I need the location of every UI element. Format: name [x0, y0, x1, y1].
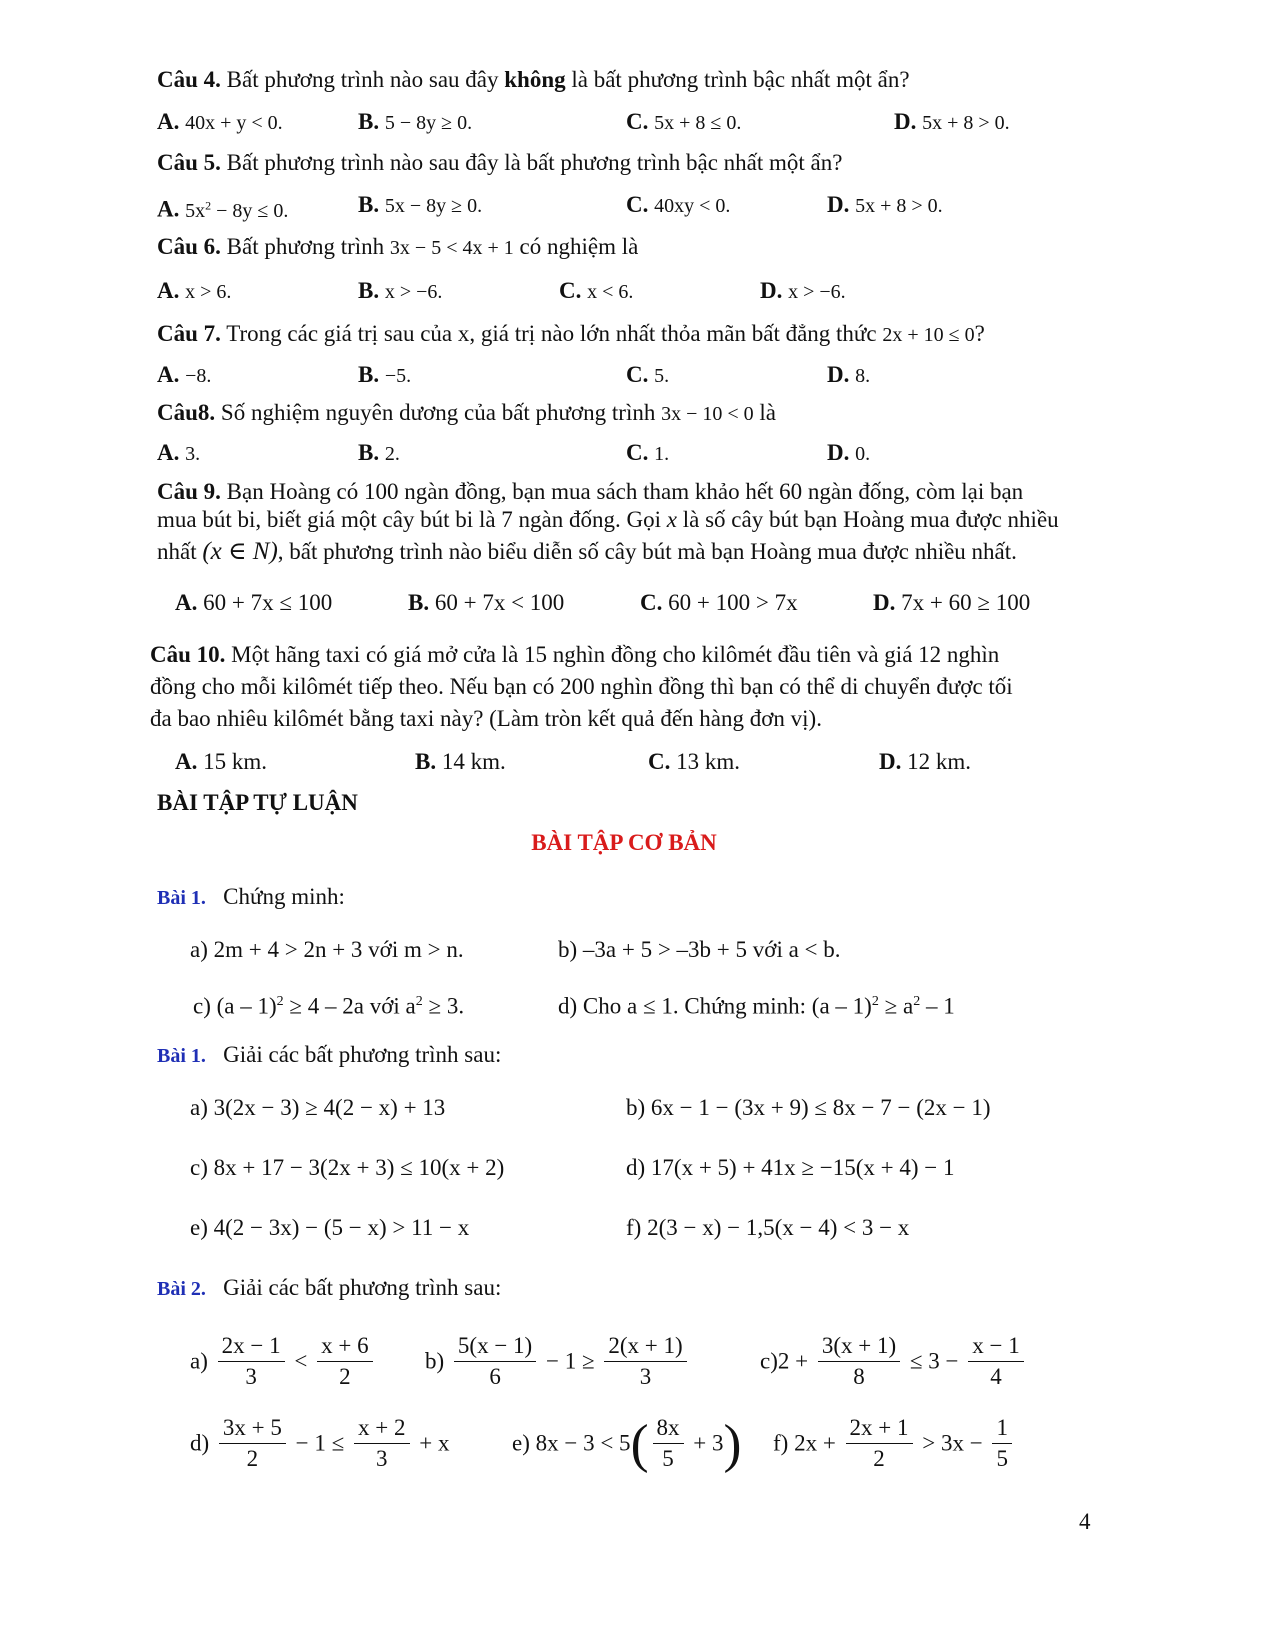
- option-a: A. 40x + y < 0.: [157, 109, 283, 134]
- exercise-1b-item-a: a) 3(2x − 3) ≥ 4(2 − x) + 13: [190, 1095, 446, 1120]
- exercise-2-item-f: f) 2x + $\frac{2x + 1}{2}$ > 3x − $\frac{1}{5}$: [773, 1413, 1016, 1474]
- question-7: Câu 7. Trong các giá trị sau của x, giá trị nào lớn nhất thỏa mãn bất đẳng thức 2x + 10 ≤ 0?: [157, 321, 985, 346]
- exercise-title: Chứng minh:: [223, 884, 345, 909]
- section-title: BÀI TẬP TỰ LUẬN: [157, 790, 358, 815]
- option-a: A. x > 6.: [157, 278, 232, 303]
- option-b: B. −5.: [358, 362, 412, 387]
- exercise-1-item-c: c) (a – 1)$^2$ ≥ 4 – 2a với $a^2 \ge 3$.: [193, 993, 465, 1019]
- question-text: là bất phương trình bậc nhất một ẩn?: [565, 67, 910, 92]
- question-4: [157, 66, 910, 94]
- option-d: D. 0.: [827, 440, 871, 465]
- question-8: Câu8. Số nghiệm nguyên dương của bất phương trình 3x − 10 < 0 là: [157, 400, 777, 425]
- exercise-2-item-c: c)2 + $\frac{3(x + 1)}{8}$ ≤ 3 − $\frac{x - 1}{4}$: [760, 1331, 1028, 1392]
- exercise-2-header: [157, 1274, 501, 1303]
- option-d: D. 5x + 8 > 0.: [827, 192, 943, 217]
- right-paren: ): [723, 1413, 742, 1474]
- option-a: A. −8.: [157, 362, 212, 387]
- question-10-line2: đồng cho mỗi kilômét tiếp theo. Nếu bạn có 200 nghìn đồng thì bạn có thể di chuyển được tối: [150, 674, 1013, 699]
- fraction: $\frac{2x - 1}{3}$: [218, 1331, 285, 1392]
- option-d: D. 5x + 8 > 0.: [894, 109, 1010, 134]
- question-10: Câu 10. Một hãng taxi có giá mở cửa là 15 nghìn đồng cho kilômét đầu tiên và giá 12 nghìn: [150, 642, 1000, 667]
- exercise-label: Bài 1.: [157, 887, 206, 909]
- fraction: $\frac{8x}{5}$: [653, 1413, 684, 1474]
- inline-math: 3x − 5 < 4x + 1: [389, 237, 514, 259]
- fraction: $\frac{3(x + 1)}{8}$: [818, 1331, 900, 1392]
- fraction: $\frac{x + 2}{3}$: [354, 1413, 409, 1474]
- option-a: A. 15 km.: [175, 749, 268, 774]
- option-c: C. x < 6.: [559, 278, 634, 303]
- option-b: B. 60 + 7x < 100: [408, 590, 565, 615]
- exercise-1b-item-b: b) 6x − 1 − (3x + 9) ≤ 8x − 7 − (2x − 1): [626, 1095, 991, 1120]
- exercise-title: Giải các bất phương trình sau:: [223, 1275, 502, 1300]
- exercise-title: Giải các bất phương trình sau:: [223, 1042, 502, 1067]
- exercise-1b-item-c: c) 8x + 17 − 3(2x + 3) ≤ 10(x + 2): [190, 1155, 505, 1180]
- exercise-2-item-a: a) $\frac{2x - 1}{3}$ < $\frac{x + 6}{2}$: [190, 1331, 377, 1392]
- question-label: Câu8.: [157, 400, 216, 425]
- option-d: D. 8.: [827, 362, 871, 387]
- exercise-2-item-e: e) 8x − 3 < 5( $\frac{8x}{5}$ + 3): [512, 1413, 742, 1474]
- option-c: C. 1.: [626, 440, 670, 465]
- exercise-1b-item-e: e) 4(2 − 3x) − (5 − x) > 11 − x: [190, 1215, 470, 1240]
- option-b: B. 2.: [358, 440, 400, 465]
- fraction: $\frac{3x + 5}{2}$: [219, 1413, 286, 1474]
- option-d: D. 7x + 60 ≥ 100: [873, 590, 1031, 615]
- question-10-line3: đa bao nhiêu kilômét bằng taxi này? (Làm tròn kết quả đến hàng đơn vị).: [150, 706, 822, 731]
- question-5: [157, 149, 842, 177]
- question-9-line2: mua bút bi, biết giá một cây bút bi là 7 ngàn đống. Gọi x là số cây bút bạn Hoàng mua được nhiều: [157, 507, 1059, 532]
- question-label: Câu 9.: [157, 479, 221, 504]
- exercise-1b-item-d: d) 17(x + 5) + 41x ≥ −15(x + 4) − 1: [626, 1155, 955, 1180]
- option-a: A. 3.: [157, 440, 201, 465]
- inline-math: 2x + 10 ≤ 0: [882, 324, 975, 346]
- exercise-1b-header: [157, 1041, 501, 1070]
- exercise-label: Bài 2.: [157, 1278, 206, 1300]
- option-a: A. $5x^2 - 8y \le 0$.: [157, 196, 289, 222]
- option-b: B. x > −6.: [358, 278, 443, 303]
- question-label: Câu 5.: [157, 150, 221, 175]
- question-label: Câu 10.: [150, 642, 226, 667]
- exercise-1-item-b: b) –3a + 5 > –3b + 5 với a < b.: [558, 937, 841, 962]
- option-c: C. 5x + 8 ≤ 0.: [626, 109, 742, 134]
- option-a: A. 60 + 7x ≤ 100: [175, 590, 333, 615]
- question-9: Câu 9. Bạn Hoàng có 100 ngàn đồng, bạn mua sách tham khảo hết 60 ngàn đống, còm lại bạn: [157, 479, 1024, 504]
- subsection-title: BÀI TẬP CƠ BẢN: [531, 830, 717, 855]
- option-d: D. 12 km.: [879, 749, 972, 774]
- question-text: Bất phương trình nào sau đây: [226, 67, 505, 92]
- fraction: $\frac{2x + 1}{2}$: [846, 1413, 913, 1474]
- inline-math: 3x − 10 < 0: [661, 403, 754, 425]
- option-b: B. 5 − 8y ≥ 0.: [358, 109, 473, 134]
- fraction: $\frac{2(x + 1)}{3}$: [604, 1331, 686, 1392]
- option-b: B. 14 km.: [415, 749, 506, 774]
- question-9-line3: nhất (x ∈ N), bất phương trình nào biểu diễn số cây bút mà bạn Hoàng mua được nhiều nhất.: [157, 538, 1017, 565]
- question-label: Câu 7.: [157, 321, 221, 346]
- fraction: $\frac{x + 6}{2}$: [317, 1331, 372, 1392]
- option-c: C. 5.: [626, 362, 670, 387]
- option-c: C. 60 + 100 > 7x: [640, 590, 798, 615]
- option-b: B. 5x − 8y ≥ 0.: [358, 192, 483, 217]
- exercise-1-item-a: a) 2m + 4 > 2n + 3 với m > n.: [190, 937, 464, 962]
- fraction: $\frac{5(x - 1)}{6}$: [454, 1331, 536, 1392]
- option-d: D. x > −6.: [760, 278, 846, 303]
- question-6: Câu 6. Bất phương trình 3x − 5 < 4x + 1 có nghiệm là: [157, 234, 639, 259]
- question-label: Câu 6.: [157, 234, 221, 259]
- exercise-1-item-d: d) Cho a ≤ 1. Chứng minh: $(a - 1)^2 \ge a^2 - 1$: [558, 993, 955, 1019]
- fraction: $\frac{1}{5}$: [992, 1413, 1012, 1474]
- exercise-2-item-d: d) $\frac{3x + 5}{2}$ − 1 ≤ $\frac{x + 2}{3}$ + x: [190, 1413, 449, 1474]
- page-number: 4: [1079, 1509, 1091, 1534]
- question-label: Câu 4.: [157, 67, 221, 92]
- left-paren: (: [630, 1413, 649, 1474]
- option-c: C. 40xy < 0.: [626, 192, 731, 217]
- exercise-1b-item-f: f) 2(3 − x) − 1,5(x − 4) < 3 − x: [626, 1215, 910, 1240]
- emphasis: không: [504, 67, 566, 92]
- fraction: $\frac{x - 1}{4}$: [968, 1331, 1023, 1392]
- exercise-label: Bài 1.: [157, 1045, 206, 1067]
- exercise-1-header: [157, 883, 345, 912]
- exercise-2-item-b: b) $\frac{5(x - 1)}{6}$ − 1 ≥ $\frac{2(x + 1)}{3}$: [425, 1331, 691, 1392]
- question-text: Bất phương trình nào sau đây là bất phương trình bậc nhất một ẩn?: [226, 150, 843, 175]
- option-c: C. 13 km.: [648, 749, 741, 774]
